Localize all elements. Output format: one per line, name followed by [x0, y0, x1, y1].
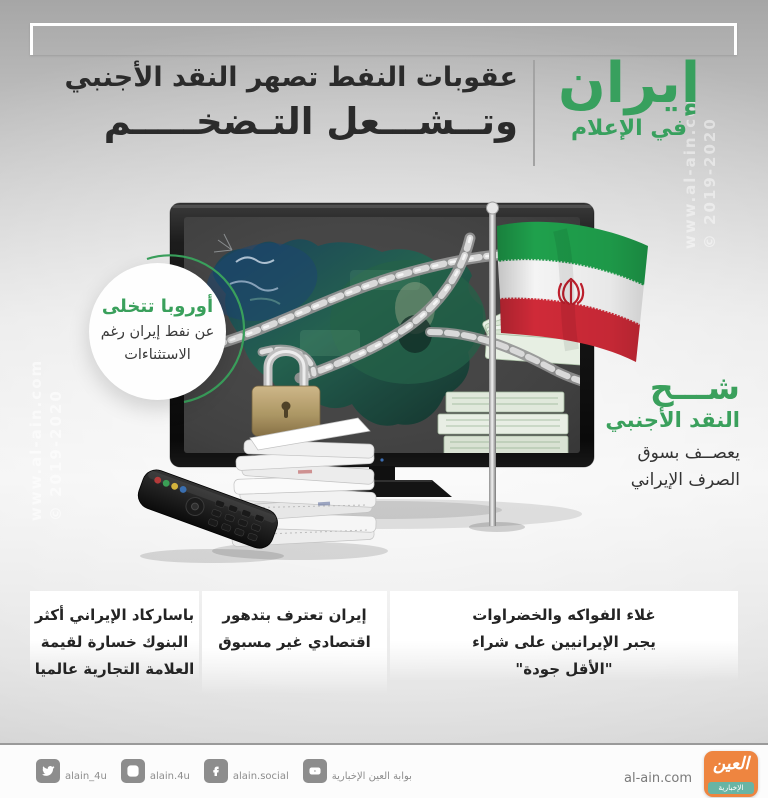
- badge-line-1: عن نفط إيران رغم: [100, 323, 215, 340]
- watermark-url: www.al-ain.com: [680, 86, 699, 250]
- twitter-handle[interactable]: alain_4u: [65, 771, 107, 782]
- instagram-icon[interactable]: [121, 759, 145, 783]
- fx-shortage-note: [605, 370, 740, 493]
- badge-title: أوروبا تتخلى: [101, 295, 214, 317]
- alain-logo[interactable]: [704, 751, 758, 797]
- badge-line-2: الاستثناءات: [124, 347, 191, 363]
- facebook-handle[interactable]: alain.social: [232, 771, 289, 782]
- social-twitter[interactable]: [36, 759, 107, 783]
- fact-line: البنوك خسارة لقيمة: [40, 633, 189, 651]
- twitter-icon[interactable]: [36, 759, 60, 783]
- youtube-handle[interactable]: بوابة العين الإخبارية: [331, 771, 412, 782]
- series-title: إيران: [557, 51, 701, 116]
- page-title: [64, 60, 518, 145]
- fx-body-1: يعصــف بسوق: [637, 443, 740, 464]
- watermark-url: www.al-ain.com: [26, 358, 45, 522]
- social-facebook[interactable]: [204, 759, 289, 783]
- series-brand: [530, 52, 728, 141]
- instagram-handle[interactable]: alain.4u: [149, 771, 190, 782]
- series-subtitle: في الإعلام: [570, 116, 688, 142]
- footer-bar: [0, 745, 768, 798]
- fact-line: اقتصادي غير مسبوق: [218, 633, 371, 651]
- social-links: [36, 759, 412, 783]
- fx-body-2: الصرف الإيراني: [630, 469, 740, 490]
- alain-logo-text: العين: [712, 754, 750, 774]
- fact-line: غلاء الفواكه والخضراوات: [472, 606, 656, 624]
- title-line-1: عقوبات النفط تصهر النقد الأجنبي: [64, 62, 518, 93]
- header-separator: [533, 60, 535, 166]
- fact-box-produce: [390, 591, 738, 681]
- fx-body: [605, 440, 740, 493]
- fact-line: العلامة التجارية عالميا: [34, 660, 195, 678]
- fact-line: باساركاد الإيراني أكثر: [34, 606, 195, 624]
- fact-line: يجبر الإيرانيين على شراء: [472, 633, 656, 651]
- fact-box-pasargad: [30, 591, 199, 681]
- watermark-years: © 2019-2020: [47, 389, 65, 522]
- watermark-years: © 2019-2020: [701, 117, 719, 250]
- fact-line: إيران تعترف بتدهور: [222, 606, 367, 624]
- fact-box-economy: [202, 591, 387, 694]
- europe-oil-badge: [89, 263, 226, 400]
- youtube-icon[interactable]: [303, 759, 327, 783]
- social-instagram[interactable]: [121, 759, 190, 783]
- fact-line: "الأقل جودة": [515, 660, 613, 678]
- social-youtube[interactable]: [303, 759, 412, 783]
- fx-title-2: النقد الأجنبي: [605, 408, 740, 433]
- facebook-icon[interactable]: [204, 759, 228, 783]
- website-url[interactable]: al-ain.com: [624, 771, 692, 786]
- title-line-2: وتــشـــعل التـضخـــــم: [103, 100, 518, 144]
- fx-title-1: شـــح: [649, 368, 740, 407]
- alain-logo-ribbon: الإخبارية: [708, 782, 754, 794]
